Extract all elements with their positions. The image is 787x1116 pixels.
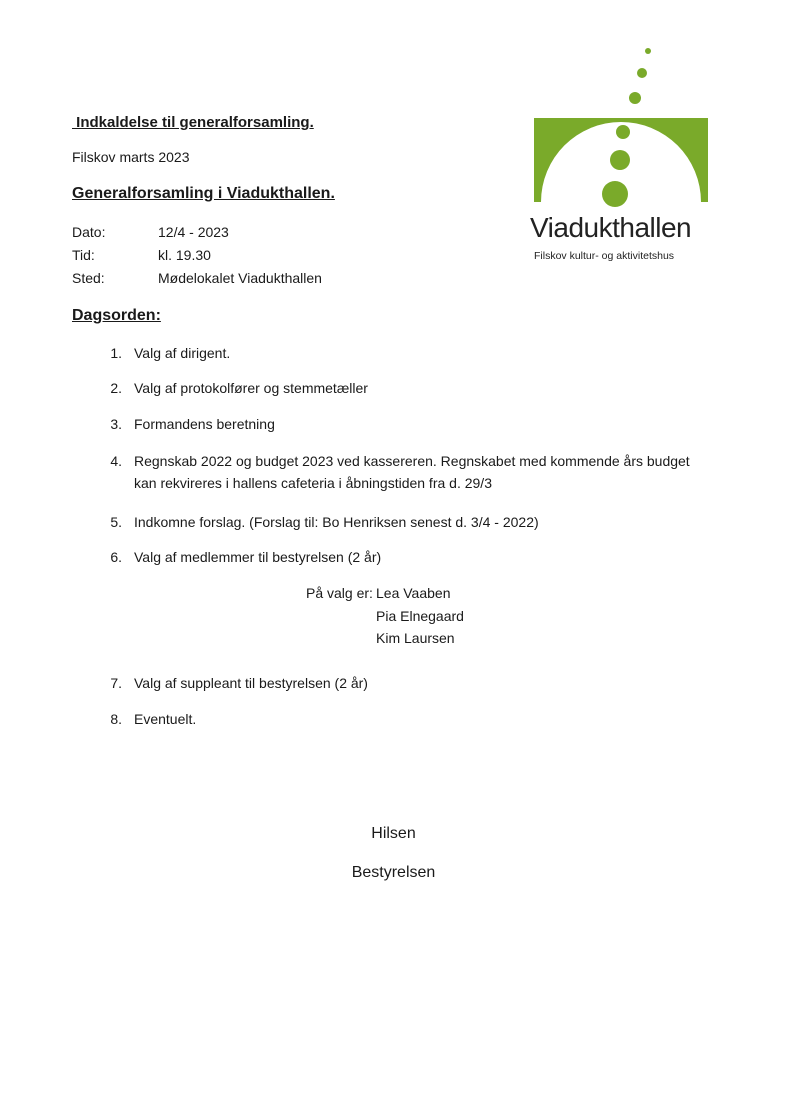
agenda-text: Eventuelt. (134, 711, 197, 727)
logo-tagline: Filskov kultur- og aktivitetshus (534, 250, 675, 262)
agenda-number: 5. (110, 514, 122, 530)
candidate-name: Pia Elnegaard (376, 608, 464, 624)
viadukthallen-logo (526, 40, 716, 280)
agenda-text-continued: kan rekvireres i hallens cafeteria i åbningstiden fra d. 29/3 (134, 475, 492, 491)
agenda-text: Valg af suppleant til bestyrelsen (2 år) (134, 675, 368, 691)
agenda-text: Regnskab 2022 og budget 2023 ved kassereren. Regnskabet med kommende års budget (134, 453, 690, 469)
agenda-number: 2. (110, 380, 122, 396)
agenda-text: Indkomne forslag. (Forslag til: Bo Henriksen senest d. 3/4 - 2022) (134, 514, 539, 530)
date-label: Dato: (72, 224, 106, 240)
document-title: Indkaldelse til generalforsamling. (72, 114, 314, 131)
location-value: Mødelokalet Viadukthallen (158, 270, 322, 286)
meeting-title: Generalforsamling i Viadukthallen. (72, 185, 335, 202)
closing-signature: Bestyrelsen (351, 864, 436, 881)
candidate-name: Lea Vaaben (376, 585, 451, 601)
agenda-number: 7. (110, 675, 122, 691)
agenda-text: Valg af dirigent. (134, 345, 231, 361)
agenda-text: Valg af medlemmer til bestyrelsen (2 år) (134, 549, 382, 565)
agenda-number: 1. (110, 345, 122, 361)
time-label: Tid: (72, 247, 95, 263)
place-date: Filskov marts 2023 (72, 149, 190, 165)
logo-arch-graphic (526, 40, 716, 220)
agenda-number: 4. (110, 453, 122, 469)
agenda-number: 3. (110, 416, 122, 432)
agenda-text: Valg af protokolfører og stemmetæller (134, 380, 368, 396)
agenda-number: 8. (110, 711, 122, 727)
time-value: kl. 19.30 (158, 247, 211, 263)
date-value: 12/4 - 2023 (158, 224, 229, 240)
location-label: Sted: (72, 270, 105, 286)
logo-name: Viadukthallen (530, 212, 692, 243)
candidate-name: Kim Laursen (376, 630, 455, 646)
agenda-number: 6. (110, 549, 122, 565)
closing-greeting: Hilsen (371, 825, 416, 842)
agenda-title: Dagsorden: (72, 307, 161, 324)
candidates-label: På valg er: (306, 585, 373, 601)
agenda-text: Formandens beretning (134, 416, 275, 432)
